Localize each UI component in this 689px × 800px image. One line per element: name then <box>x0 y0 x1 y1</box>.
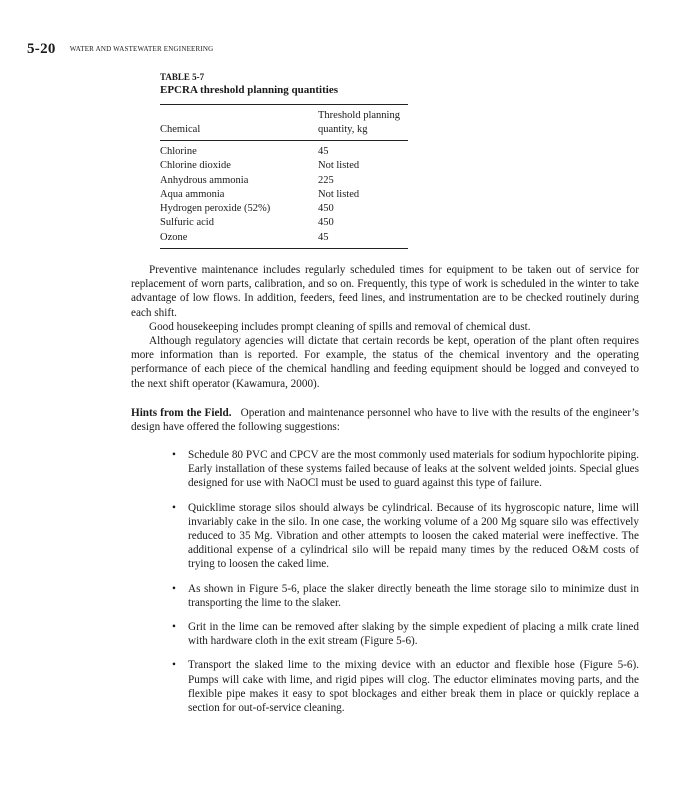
table-header-row <box>160 105 408 141</box>
table-row <box>160 141 408 160</box>
list-item-text: Transport the slaked lime to the mixing device with an eductor and flexible hose (Figure 5-6). Pumps will cake with lime, and rigid pipes will clog. The eductor eliminates moving parts, and the flexible pipe makes it easy to spot blockages and either break them in place or quickly replace a section for out-of-service cleaning. <box>188 659 639 715</box>
hints-heading: Hints from the Field. <box>131 407 232 419</box>
body-text <box>131 263 639 391</box>
table-row <box>160 216 408 230</box>
epcra-table <box>160 104 408 249</box>
bullet-icon: • <box>172 659 176 672</box>
paragraph-housekeeping: Good housekeeping includes prompt cleaning of spills and removal of chemical dust. <box>149 320 531 333</box>
table-row <box>160 231 408 249</box>
list-item <box>172 448 639 491</box>
table-number: TABLE 5-7 <box>160 72 205 82</box>
list-item <box>172 658 639 715</box>
list-item-text: Grit in the lime can be removed after slaking by the simple expedient of placing a milk crate lined with hardware cloth in the exit stream (Figure 5-6). <box>188 621 639 648</box>
list-item-text: Schedule 80 PVC and CPCV are the most commonly used materials for sodium hypochlorite piping. Early installation of these systems failed because of leaks at the solvent welded joints. Special glues designed for use with NaOCl must be used to guard against this type of failure. <box>188 449 639 490</box>
list-item-text: Quicklime storage silos should always be cylindrical. Because of its hygroscopic nature, lime will invariably cake in the silo. In one case, the working volume of a 200 Mg square silo was effectively reduced to 35 Mg. Vibration and other attempts to loosen the caked material were ineffective. The additional expense of a cylindrical silo will be repaid many times by the reduced O&M costs of trying to loosen the caked lime. <box>188 501 639 571</box>
page-header <box>27 40 213 58</box>
table-row <box>160 174 408 188</box>
chemical-cell: Anhydrous ammonia <box>160 174 249 186</box>
chemical-cell: Aqua ammonia <box>160 188 225 200</box>
column-header-chemical: Chemical <box>160 105 318 141</box>
bullet-icon: • <box>172 621 176 634</box>
quantity-cell: 225 <box>318 174 334 186</box>
list-item <box>172 620 639 648</box>
table-row <box>160 159 408 173</box>
chemical-cell: Chlorine dioxide <box>160 160 231 172</box>
hints-paragraph <box>131 406 639 434</box>
table-row <box>160 188 408 202</box>
quantity-cell: 450 <box>318 217 334 229</box>
list-item <box>172 501 639 572</box>
quantity-cell: 45 <box>318 146 329 157</box>
list-item-text: As shown in Figure 5-6, place the slaker directly beneath the lime storage silo to minimize dust in transporting the lime to the slaker. <box>188 582 639 609</box>
quantity-cell: Not listed <box>318 160 360 172</box>
bullet-icon: • <box>172 501 176 514</box>
paragraph-records: Although regulatory agencies will dictate that certain records be kept, operation of the plant often requires more information than is reported. For example, the status of the chemical inventory and the operating performance of each piece of the chemical handling and feeding equipment should be logged and conveyed to the next shift operator (Kawamura, 2000). <box>131 335 639 390</box>
bullet-icon: • <box>172 449 176 461</box>
running-head: WATER AND WASTEWATER ENGINEERING <box>69 45 214 53</box>
quantity-cell: Not listed <box>318 188 360 200</box>
table-title: EPCRA threshold planning quantities <box>160 84 338 96</box>
bullet-icon: • <box>172 582 176 595</box>
quantity-cell: 45 <box>318 231 408 249</box>
page-number: 5-20 <box>27 41 56 57</box>
paragraph-preventive-maintenance: Preventive maintenance includes regularly scheduled times for equipment to be taken out of service for replacement of worn parts, calibration, and so on. Frequently, this type of work is scheduled in the winter to take advantage of low flows. In addition, feeders, feed lines, and instrumentation are to be checked routinely during each shift. <box>131 264 639 319</box>
table-row <box>160 202 408 216</box>
chemical-cell: Chlorine <box>160 146 197 157</box>
hints-intro: Operation and maintenance personnel who have to live with the results of the engineer’s design have offered the following suggestions: <box>131 407 640 434</box>
chemical-cell: Ozone <box>160 231 318 249</box>
chemical-cell: Hydrogen peroxide (52%) <box>160 203 271 215</box>
table-block <box>160 72 408 249</box>
quantity-cell: 450 <box>318 203 334 215</box>
chemical-cell: Sulfuric acid <box>160 217 214 229</box>
hints-list <box>172 448 639 725</box>
list-item <box>172 582 639 610</box>
column-header-quantity: Threshold planning quantity, kg <box>318 105 408 141</box>
